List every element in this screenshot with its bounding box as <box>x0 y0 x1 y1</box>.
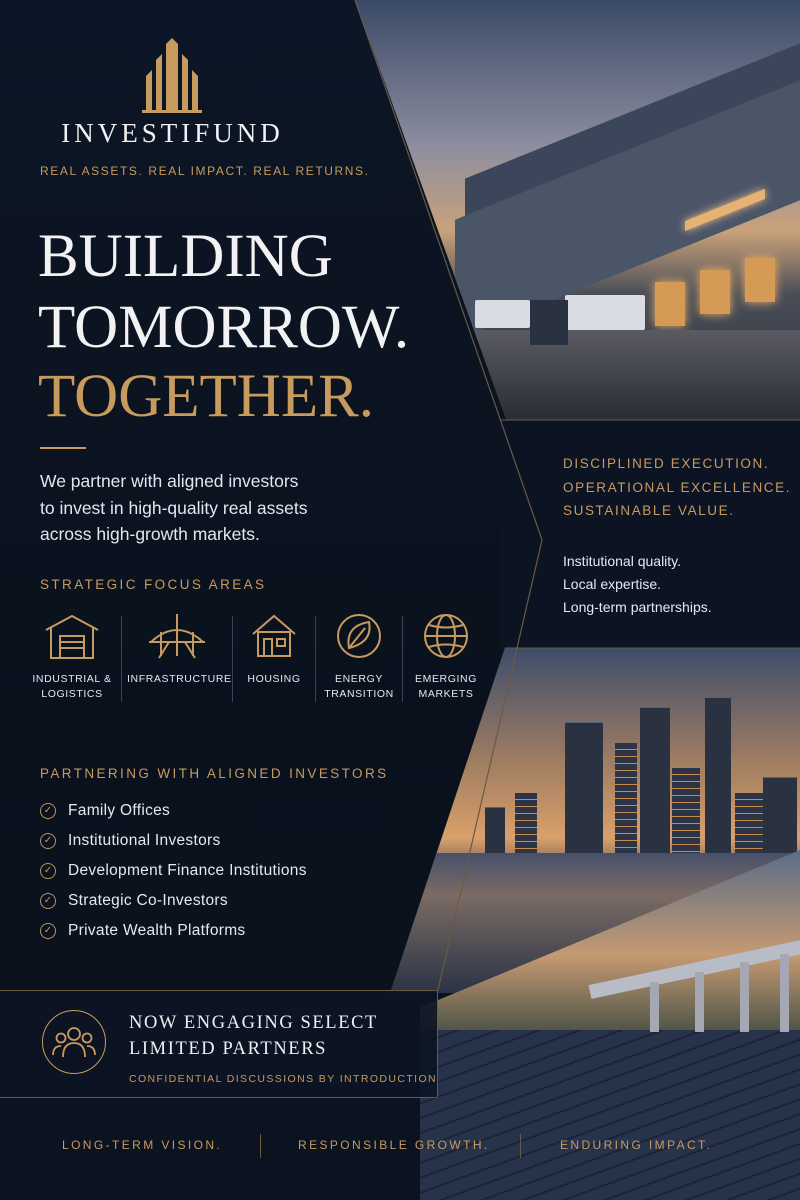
globe-icon <box>422 612 470 660</box>
headline-line-2: TOMORROW. <box>38 294 410 361</box>
skyscraper <box>672 768 700 853</box>
intro-line: to invest in high-quality real assets <box>40 497 308 518</box>
intro-line: across high-growth markets. <box>40 524 260 544</box>
skyscraper <box>735 793 763 853</box>
check-icon: ✓ <box>40 893 56 909</box>
check-icon: ✓ <box>40 923 56 939</box>
footer-item: RESPONSIBLE GROWTH. <box>298 1138 490 1152</box>
teaser-gold-line: OPERATIONAL EXCELLENCE. <box>563 480 792 495</box>
warehouse-icon <box>44 612 100 660</box>
partner-item <box>40 892 228 910</box>
teaser-gold-line: DISCIPLINED EXECUTION. <box>563 456 770 471</box>
loading-door <box>700 270 730 314</box>
focus-item-housing <box>240 612 308 687</box>
truck-trailer <box>565 295 645 330</box>
loading-door <box>745 258 775 302</box>
partner-label: Private Wealth Platforms <box>68 922 246 939</box>
group-icon <box>42 1010 106 1074</box>
partner-label: Strategic Co-Investors <box>68 892 228 909</box>
skyscraper <box>640 707 670 853</box>
partner-item <box>40 802 170 820</box>
partner-item <box>40 832 221 850</box>
check-icon: ✓ <box>40 833 56 849</box>
check-icon: ✓ <box>40 863 56 879</box>
focus-divider <box>232 616 233 702</box>
truck-cab <box>530 300 568 345</box>
footer-item: LONG-TERM VISION. <box>62 1138 223 1152</box>
warehouse-yard <box>355 330 800 420</box>
truck-trailer <box>475 300 530 328</box>
brand-tagline: REAL ASSETS. REAL IMPACT. REAL RETURNS. <box>40 164 370 178</box>
teaser-line: Institutional quality. <box>563 553 682 569</box>
focus-label: INDUSTRIAL & <box>32 673 112 685</box>
partners-heading: PARTNERING WITH ALIGNED INVESTORS <box>40 766 389 781</box>
partner-item <box>40 862 307 880</box>
headline-line-1: BUILDING <box>38 223 333 290</box>
partner-item <box>40 922 245 940</box>
focus-heading: STRATEGIC FOCUS AREAS <box>40 577 267 592</box>
skyscraper <box>763 777 797 853</box>
skyscraper <box>615 743 637 853</box>
focus-label: ENERGY <box>335 673 383 685</box>
solar-panels <box>420 1030 800 1200</box>
warehouse-photo <box>355 0 800 420</box>
focus-divider <box>121 616 122 702</box>
partner-label: Institutional Investors <box>68 832 221 849</box>
skyscraper <box>515 793 537 853</box>
focus-label: MARKETS <box>418 688 474 700</box>
focus-item-energy <box>320 612 398 702</box>
focus-divider <box>315 616 316 702</box>
intro-line: We partner with aligned investors <box>40 471 299 491</box>
intro-text <box>40 468 380 548</box>
cta-subtitle: CONFIDENTIAL DISCUSSIONS BY INTRODUCTION <box>129 1073 438 1085</box>
house-icon <box>250 612 298 660</box>
skyscraper <box>565 722 603 853</box>
rail-pillar <box>650 982 659 1032</box>
skyscraper <box>485 807 505 853</box>
focus-item-industrial <box>28 612 116 702</box>
brand-name: INVESTIFUND <box>61 118 284 148</box>
focus-label: INFRASTRUCTURE <box>127 673 232 685</box>
logo-icon <box>142 38 202 114</box>
footer-item: ENDURING IMPACT. <box>560 1138 713 1152</box>
headline-line-3: TOGETHER. <box>38 363 375 430</box>
partner-label: Family Offices <box>68 802 171 819</box>
bridge-icon <box>147 612 207 660</box>
loading-door <box>655 282 685 326</box>
focus-item-emerging <box>408 612 484 702</box>
focus-label: HOUSING <box>247 673 301 685</box>
focus-divider <box>402 616 403 702</box>
teaser-line: Local expertise. <box>563 576 662 592</box>
check-icon: ✓ <box>40 803 56 819</box>
footer-divider <box>260 1134 261 1158</box>
rail-pillar <box>780 954 789 1032</box>
focus-item-infrastructure <box>127 612 232 687</box>
rail-pillar <box>740 962 749 1032</box>
teaser-gold-line: SUSTAINABLE VALUE. <box>563 503 735 518</box>
leaf-icon <box>335 612 383 660</box>
footer-divider <box>520 1134 521 1158</box>
cta-title: LIMITED PARTNERS <box>129 1039 328 1059</box>
skyscraper <box>705 697 731 853</box>
focus-label: TRANSITION <box>324 688 394 700</box>
focus-label: EMERGING <box>415 673 477 685</box>
rail-pillar <box>695 972 704 1032</box>
focus-label: LOGISTICS <box>41 688 103 700</box>
cta-title: NOW ENGAGING SELECT <box>129 1013 378 1033</box>
partner-label: Development Finance Institutions <box>68 862 307 879</box>
divider <box>40 447 86 449</box>
teaser-line: Long-term partnerships. <box>563 599 712 615</box>
